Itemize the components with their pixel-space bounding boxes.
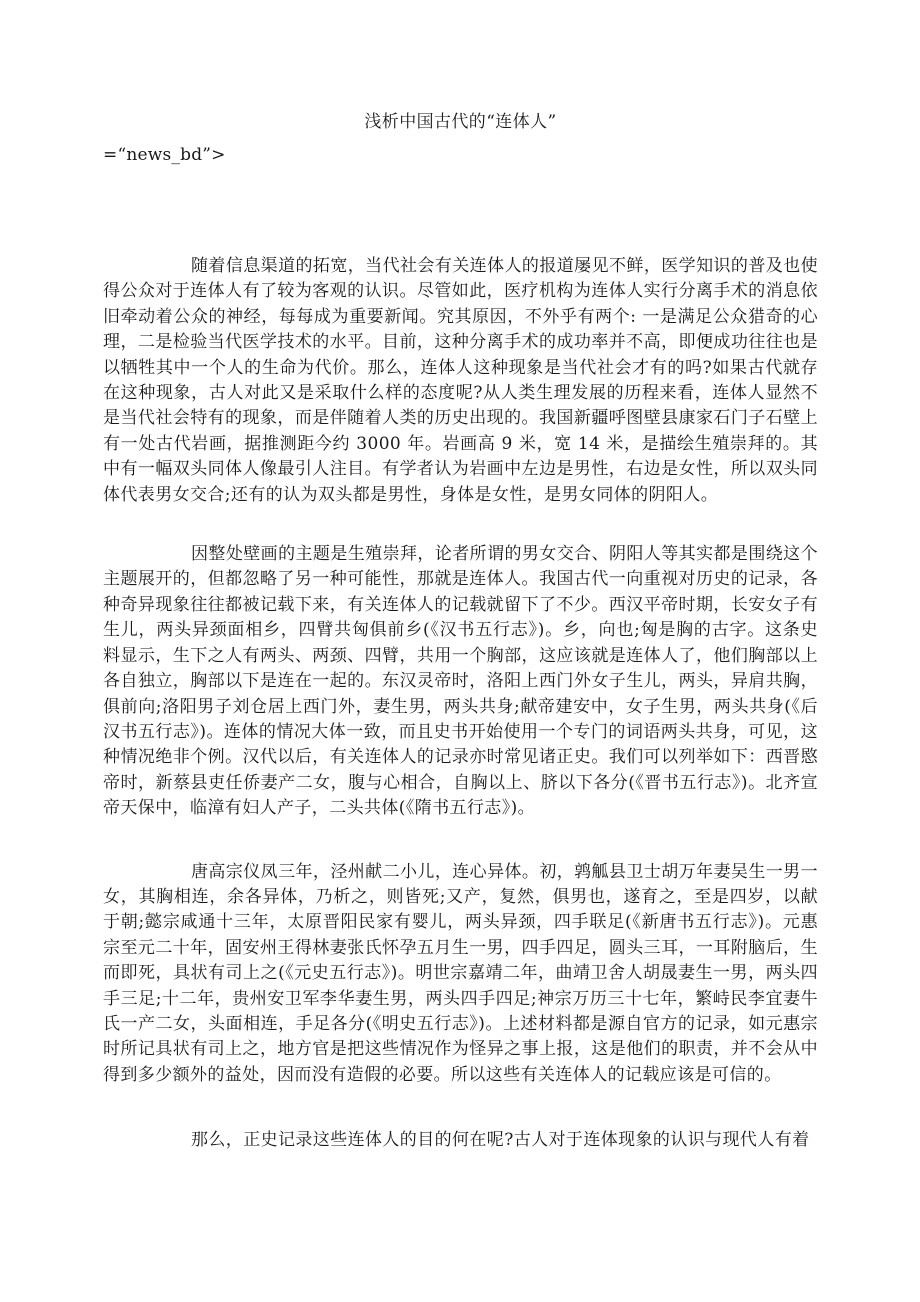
paragraph-3: 唐高宗仪凤三年，泾州献二小儿，连心异体。初，鹑觚县卫士胡万年妻吴生一男一女，其胸相连，余各异体，乃析之，则皆死;又产，复然，俱男也，遂育之，至是四岁，以献于朝;懿宗咸通十三年，太原晋阳民家有婴儿，两头异颈，四手联足(《新唐书五行志》)。元惠宗至元二十年，固安州王得林妻张氏怀孕五月生一男，四手四足，圆头三耳，一耳附脑后，生而即死，具状有司上之(《元史五行志》)。明世宗嘉靖二年，曲靖卫舍人胡晟妻生一男，两头四手三足;十二年，贵州安卫军李华妻生男，两头四手四足;神宗万历三十七年，繁峙民李宜妻牛氏一产二女，头面相连，手足各分(《明史五行志》)。上述材料都是源自官方的记录，如元惠宗时所记具状有司上之，地方官是把这些情况作为怪异之事上报，这是他们的职责，并不会从中得到多少额外的益处，因而没有造假的必要。所以这些有关连体人的记载应该是可信的。 [103, 861, 818, 1085]
paragraph-2: 因整处壁画的主题是生殖崇拜，论者所谓的男女交合、阴阳人等其实都是围绕这个主题展开的，但都忽略了另一种可能性，那就是连体人。我国古代一向重视对历史的记录，各种奇异现象往往都被记载下来，有关连体人的记载就留下了不少。西汉平帝时期，长安女子有生儿，两头异颈面相乡，四臂共匈俱前乡(《汉书五行志》)。乡，向也;匈是胸的古字。这条史料显示，生下之人有两头、两颈、四臂，共用一个胸部，这应该就是连体人了，他们胸部以上各自独立，胸部以下是连在一起的。东汉灵帝时，洛阳上西门外女子生儿，两头，异肩共胸，俱前向;洛阳男子刘仓居上西门外，妻生男，两头共身;献帝建安中，女子生男，两头共身(《后汉书五行志》)。连体的情况大体一致，而且史书开始使用一个专门的词语两头共身，可见，这种情况绝非个例。汉代以后，有关连体人的记录亦时常见诸正史。我们可以列举如下：西晋愍帝时，新蔡县吏任侨妻产二女，腹与心相合，自胸以上、脐以下各分(《晋书五行志》)。北齐宣帝天保中，临漳有妇人产子，二头共体(《隋书五行志》)。 [103, 544, 818, 819]
paragraph-4: 那么，正史记录这些连体人的目的何在呢?古人对于连体现象的认识与现代人有着 [191, 1130, 810, 1151]
document-title: 浅析中国古代的“连体人” [364, 112, 557, 132]
paragraph-1: 随着信息渠道的拓宽，当代社会有关连体人的报道屡见不鲜，医学知识的普及也使得公众对于连体人有了较为客观的认识。尽管如此，医疗机构为连体人实行分离手术的消息依旧牵动着公众的神经，每每成为重要新闻。究其原因，不外乎有两个: 一是满足公众猎奇的心理，二是检验当代医学技术的水平。目前，这种分离手术的成功率并不高，即便成功往往也是以牺牲其中一个人的生命为代价。那么，连体人这种现象是当代社会才有的吗?如果古代就存在这种现象，古人对此又是采取什么样的态度呢?从人类生理发展的历程来看，连体人显然不是当代社会特有的现象，而是伴随着人类的历史出现的。我国新疆呼图壁县康家石门子石壁上有一处古代岩画，据推测距今约 3000 年。岩画高 9 米，宽 14 米，是描绘生殖崇拜的。其中有一幅双头同体人像最引人注目。有学者认为岩画中左边是男性，右边是女性，所以双头同体代表男女交合;还有的认为双头都是男性，身体是女性，是男女同体的阴阳人。 [103, 256, 818, 505]
meta-text-line: =“news_bd”> [103, 145, 226, 165]
